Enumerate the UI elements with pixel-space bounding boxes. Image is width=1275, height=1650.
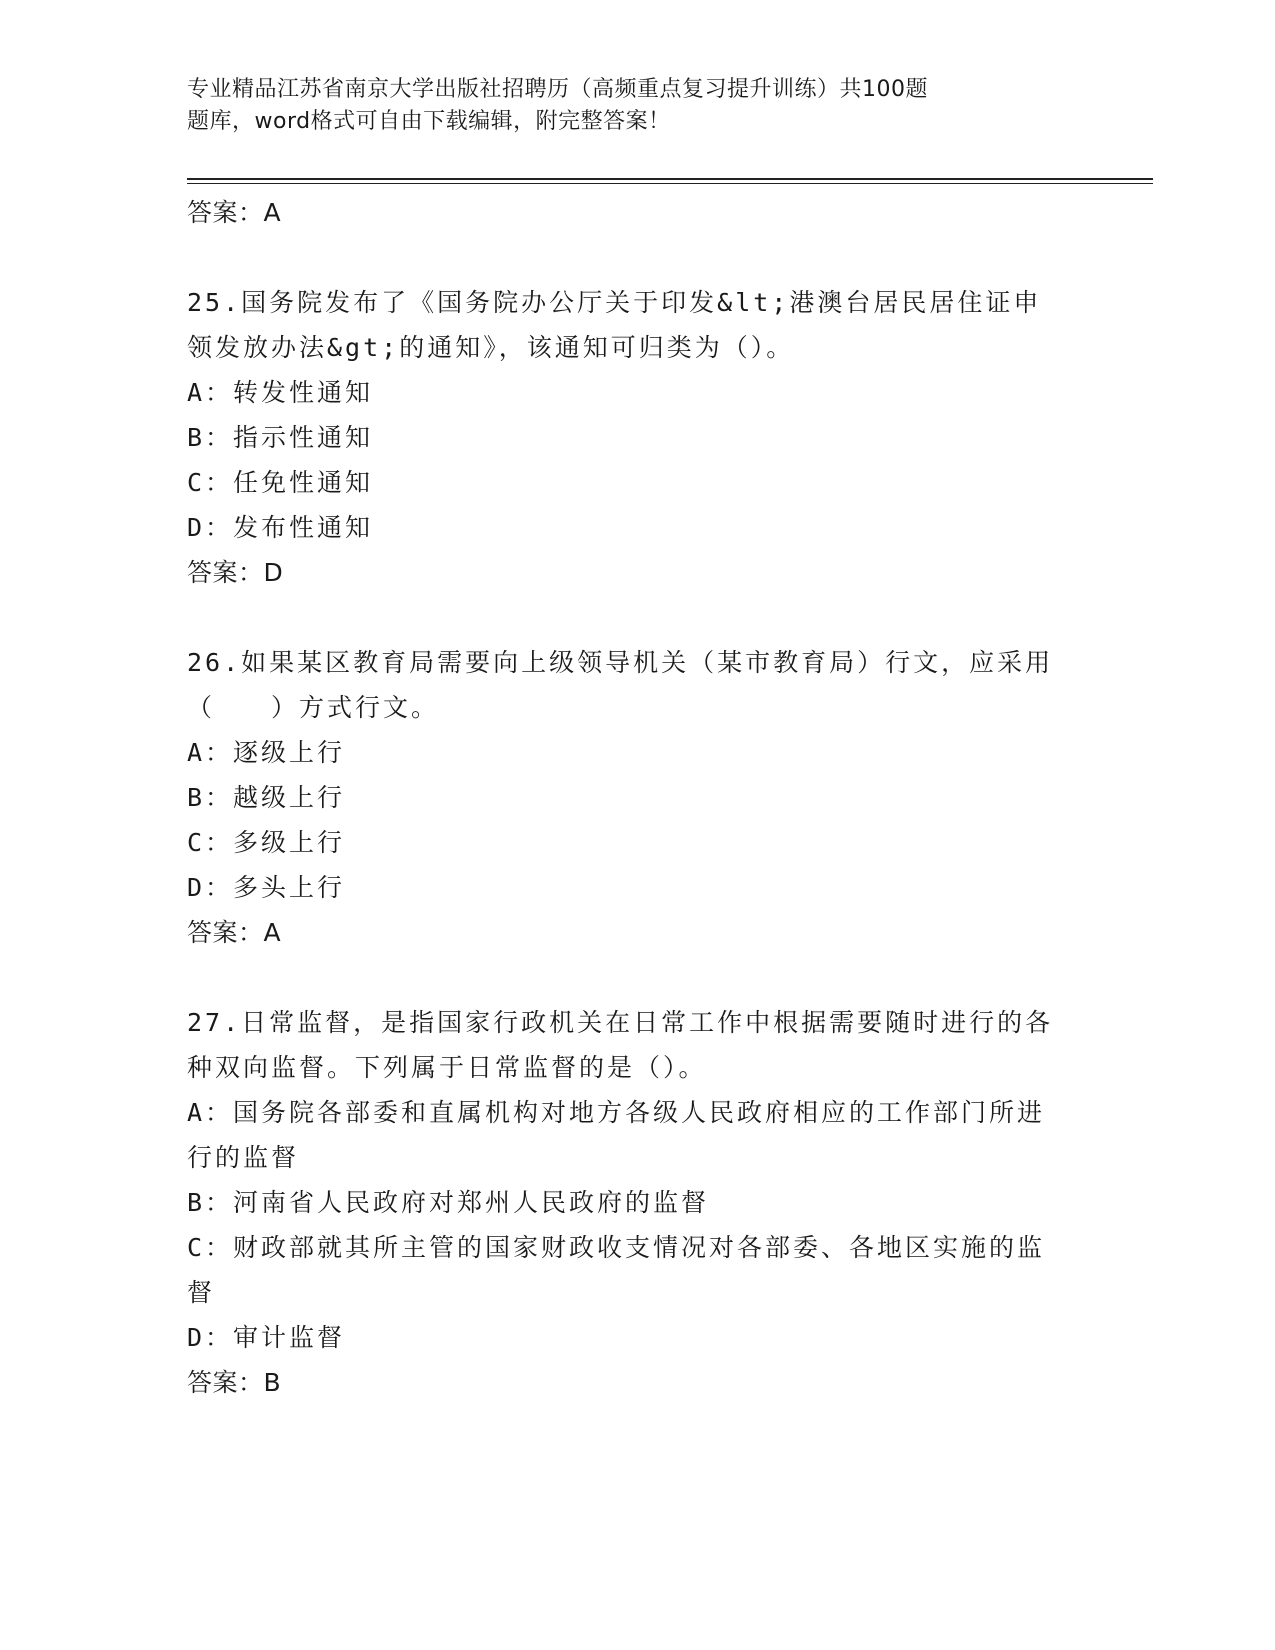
page-header <box>187 74 1047 138</box>
header-line-2: 题库，word格式可自由下载编辑，附完整答案！ <box>187 109 671 134</box>
option-a: A：转发性通知 <box>187 378 374 407</box>
option-d: D：多头上行 <box>187 873 346 902</box>
option-d: D：审计监督 <box>187 1323 346 1352</box>
option-c: C：任免性通知 <box>187 468 374 497</box>
answer: 答案：A <box>187 918 282 947</box>
header-rule-thick <box>187 178 1153 180</box>
option-d: D：发布性通知 <box>187 513 374 542</box>
option-b: B：指示性通知 <box>187 423 374 452</box>
option-b: B：越级上行 <box>187 783 346 812</box>
question-text: 27.日常监督，是指国家行政机关在日常工作中根据需要随时进行的各种双向监督。下列属于日常监督的是（）。 <box>187 1008 1054 1082</box>
question-26 <box>187 640 1087 956</box>
header-line-1: 专业精品江苏省南京大学出版社招聘历（高频重点复习提升训练）共100题 <box>187 77 928 102</box>
answer: 答案：D <box>187 558 284 587</box>
question-text: 25.国务院发布了《国务院办公厅关于印发&lt;港澳台居民居住证申领发放办法&gt;的通知》，该通知可归类为（）。 <box>187 288 1042 362</box>
question-27 <box>187 1000 1087 1406</box>
answer: 答案：B <box>187 1368 282 1397</box>
previous-answer: 答案：A <box>187 198 282 227</box>
option-a: A：国务院各部委和直属机构对地方各级人民政府相应的工作部门所进行的监督 <box>187 1098 1046 1172</box>
header-rule-thin <box>187 183 1153 184</box>
option-c: C：多级上行 <box>187 828 346 857</box>
question-25 <box>187 280 1087 596</box>
option-b: B：河南省人民政府对郑州人民政府的监督 <box>187 1188 710 1217</box>
document-body <box>187 190 1087 1406</box>
option-c: C：财政部就其所主管的国家财政收支情况对各部委、各地区实施的监督 <box>187 1233 1046 1307</box>
option-a: A：逐级上行 <box>187 738 346 767</box>
question-text: 26.如果某区教育局需要向上级领导机关（某市教育局）行文，应采用（ ）方式行文。 <box>187 648 1054 722</box>
